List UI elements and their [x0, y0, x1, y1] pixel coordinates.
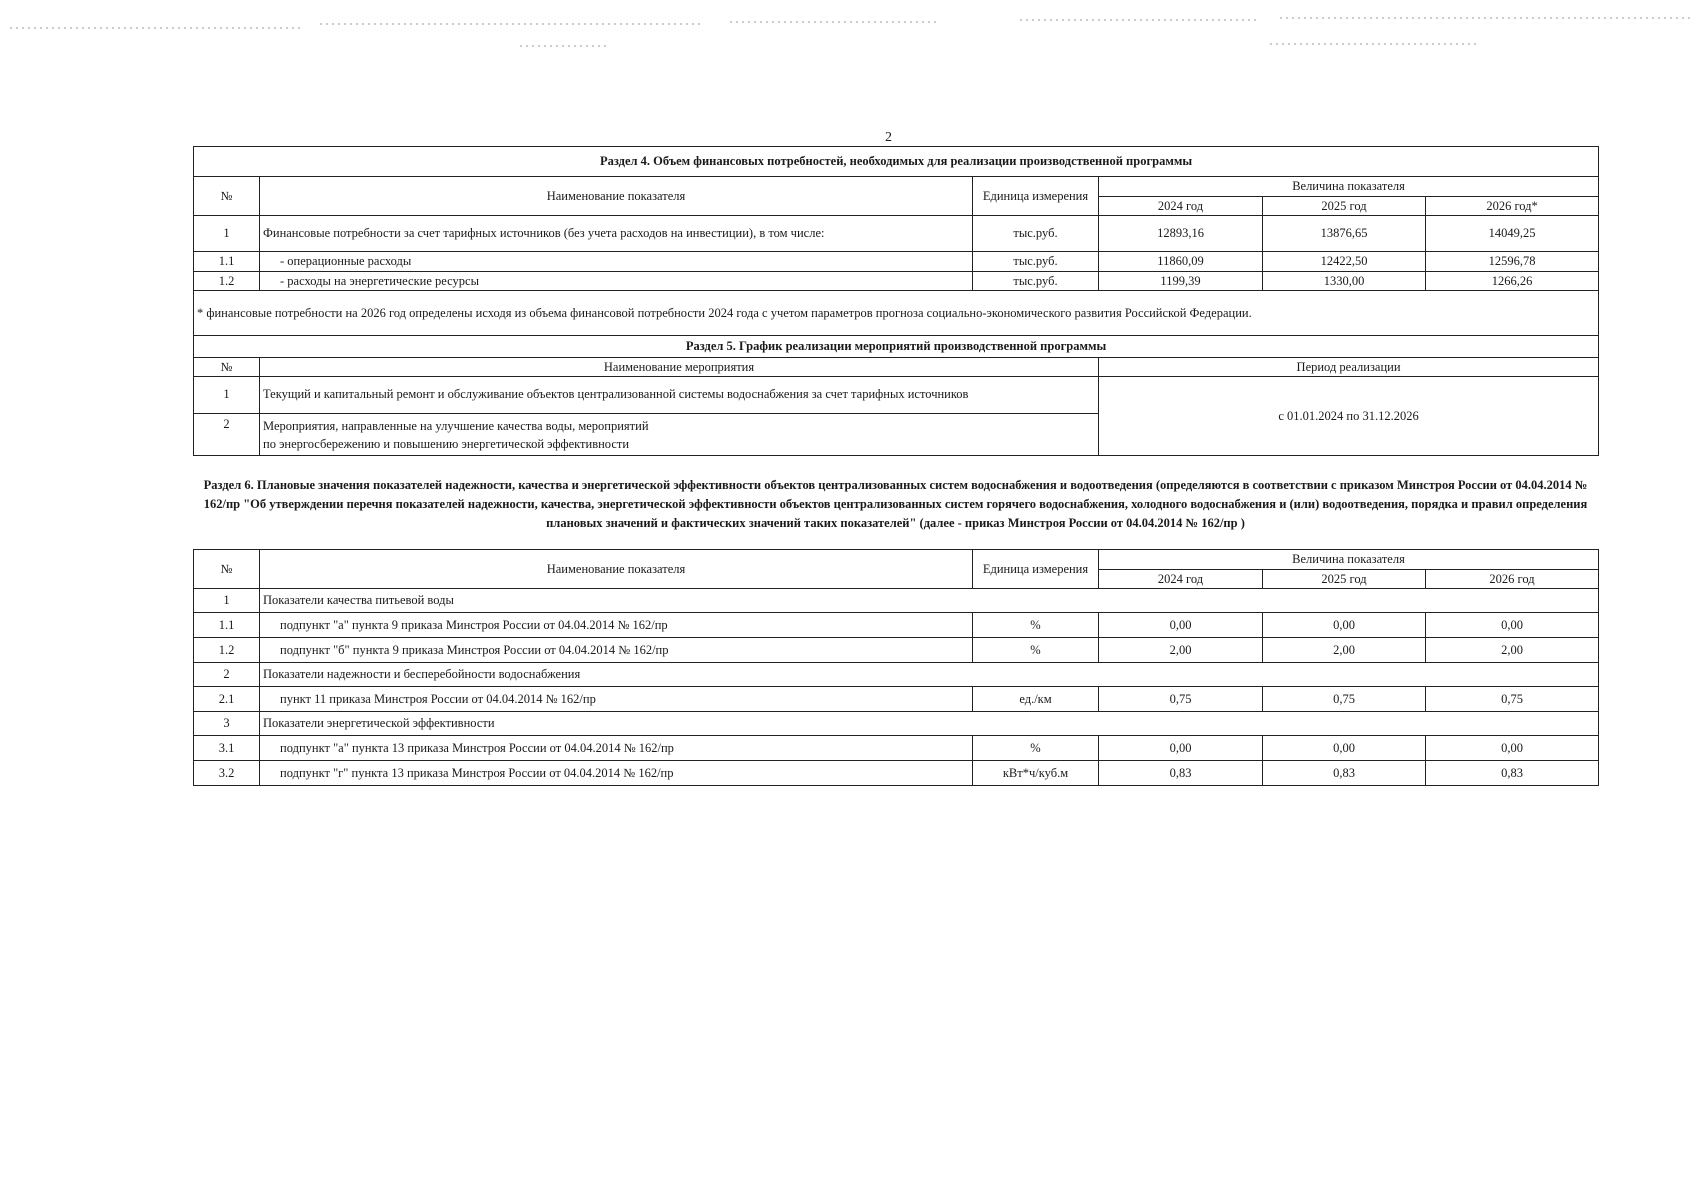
row-name-line: Мероприятия, направленные на улучшение качества воды, мероприятий — [263, 418, 649, 433]
header-year-2025: 2025 год — [1263, 197, 1426, 216]
row-no: 2 — [194, 414, 260, 456]
header-value: Величина показателя — [1099, 177, 1599, 197]
group-row — [194, 712, 1599, 736]
row-value: 11860,09 — [1099, 252, 1263, 272]
header-value: Величина показателя — [1099, 550, 1599, 570]
header-no: № — [194, 358, 260, 377]
header-unit: Единица измерения — [973, 550, 1099, 589]
row-value: 1199,39 — [1099, 272, 1263, 291]
row-no: 1.2 — [194, 638, 260, 663]
row-name: подпункт "г" пункта 13 приказа Минстроя России от 04.04.2014 № 162/пр — [260, 761, 973, 786]
row-no: 1 — [194, 216, 260, 252]
row-value: 0,00 — [1426, 613, 1599, 638]
row-value: 12893,16 — [1099, 216, 1263, 252]
row-value: 2,00 — [1426, 638, 1599, 663]
row-no: 1.2 — [194, 272, 260, 291]
row-value: 0,83 — [1099, 761, 1263, 786]
row-value: 13876,65 — [1263, 216, 1426, 252]
table-row — [194, 272, 1599, 291]
row-name: Текущий и капитальный ремонт и обслуживание объектов централизованной системы водоснабжения за счет тарифных источников — [260, 377, 1099, 414]
row-value: 1266,26 — [1426, 272, 1599, 291]
row-unit: тыс.руб. — [973, 216, 1099, 252]
row-unit: тыс.руб. — [973, 252, 1099, 272]
table-row — [194, 252, 1599, 272]
row-unit: % — [973, 613, 1099, 638]
group-no: 1 — [194, 589, 260, 613]
row-no: 2.1 — [194, 687, 260, 712]
row-no: 1 — [194, 377, 260, 414]
row-unit: кВт*ч/куб.м — [973, 761, 1099, 786]
row-unit: ед./км — [973, 687, 1099, 712]
row-value: 0,00 — [1263, 613, 1426, 638]
period-value: с 01.01.2024 по 31.12.2026 — [1099, 377, 1599, 456]
section6-title: Раздел 6. Плановые значения показателей надежности, качества и энергетической эффективности объектов централизованных систем водоснабжения и водоотведения (определяются в соответствии с приказом Минстроя России от 04.04.2014 № 162/пр "Об утверждении перечня показателей надежности, качества, энергетической эффективности объектов централизованных систем горячего водоснабжения, холодного водоснабжения и (или) водоотведения, порядка и правил определения плановых значений и фактических значений таких показателей" (далее - приказ Минстроя России от 04.04.2014 № 162/пр ) — [203, 478, 1588, 530]
group-name: Показатели энергетической эффективности — [260, 712, 1599, 736]
row-name — [260, 414, 1099, 456]
header-name: Наименование показателя — [260, 177, 973, 216]
section4-5-table — [193, 146, 1599, 456]
row-name-line: по энергосбережению и повышению энергетической эффективности — [263, 436, 630, 451]
row-name: пункт 11 приказа Минстроя России от 04.04.2014 № 162/пр — [260, 687, 973, 712]
section4-title: Раздел 4. Объем финансовых потребностей, необходимых для реализации производственной программы — [194, 147, 1599, 177]
table-row — [194, 638, 1599, 663]
row-name: - расходы на энергетические ресурсы — [260, 272, 973, 291]
header-name: Наименование показателя — [260, 550, 973, 589]
row-value: 1330,00 — [1263, 272, 1426, 291]
group-no: 2 — [194, 663, 260, 687]
row-value: 2,00 — [1099, 638, 1263, 663]
row-value: 12422,50 — [1263, 252, 1426, 272]
section6-table — [193, 549, 1599, 786]
row-value: 0,75 — [1426, 687, 1599, 712]
row-value: 0,83 — [1263, 761, 1426, 786]
row-unit: тыс.руб. — [973, 272, 1099, 291]
table-row — [194, 687, 1599, 712]
row-no: 3.2 — [194, 761, 260, 786]
group-name: Показатели качества питьевой воды — [260, 589, 1599, 613]
page-number: 2 — [885, 130, 892, 145]
group-row — [194, 589, 1599, 613]
header-year-2025: 2025 год — [1263, 570, 1426, 589]
table-row — [194, 377, 1599, 414]
header-year-2024: 2024 год — [1099, 570, 1263, 589]
row-no: 1.1 — [194, 252, 260, 272]
row-unit: % — [973, 638, 1099, 663]
row-value: 14049,25 — [1426, 216, 1599, 252]
header-year-2026: 2026 год — [1426, 570, 1599, 589]
group-no: 3 — [194, 712, 260, 736]
row-value: 0,75 — [1099, 687, 1263, 712]
scan-noise — [0, 0, 1697, 60]
header-year-2024: 2024 год — [1099, 197, 1263, 216]
row-value: 2,00 — [1263, 638, 1426, 663]
row-value: 0,00 — [1099, 613, 1263, 638]
header-no: № — [194, 177, 260, 216]
header-no: № — [194, 550, 260, 589]
row-value: 0,00 — [1426, 736, 1599, 761]
row-name: подпункт "а" пункта 9 приказа Минстроя России от 04.04.2014 № 162/пр — [260, 613, 973, 638]
row-no: 1.1 — [194, 613, 260, 638]
table-row — [194, 613, 1599, 638]
row-value: 0,00 — [1263, 736, 1426, 761]
table-row — [194, 736, 1599, 761]
section4-footnote: * финансовые потребности на 2026 год определены исходя из объема финансовой потребности 2024 года с учетом параметров прогноза социально-экономического развития Российской Федерации. — [194, 291, 1599, 336]
table-row — [194, 761, 1599, 786]
row-name: подпункт "б" пункта 9 приказа Минстроя России от 04.04.2014 № 162/пр — [260, 638, 973, 663]
header-year-2026: 2026 год* — [1426, 197, 1599, 216]
row-unit: % — [973, 736, 1099, 761]
row-value: 0,00 — [1099, 736, 1263, 761]
header-period: Период реализации — [1099, 358, 1599, 377]
header-event-name: Наименование мероприятия — [260, 358, 1099, 377]
header-unit: Единица измерения — [973, 177, 1099, 216]
group-row — [194, 663, 1599, 687]
row-name: - операционные расходы — [260, 252, 973, 272]
section5-title: Раздел 5. График реализации мероприятий производственной программы — [194, 336, 1599, 358]
row-value: 0,83 — [1426, 761, 1599, 786]
table-row — [194, 216, 1599, 252]
row-name: Финансовые потребности за счет тарифных источников (без учета расходов на инвестиции), в том числе: — [260, 216, 973, 252]
group-name: Показатели надежности и бесперебойности водоснабжения — [260, 663, 1599, 687]
row-value: 0,75 — [1263, 687, 1426, 712]
row-no: 3.1 — [194, 736, 260, 761]
row-name: подпункт "а" пункта 13 приказа Минстроя России от 04.04.2014 № 162/пр — [260, 736, 973, 761]
row-value: 12596,78 — [1426, 252, 1599, 272]
